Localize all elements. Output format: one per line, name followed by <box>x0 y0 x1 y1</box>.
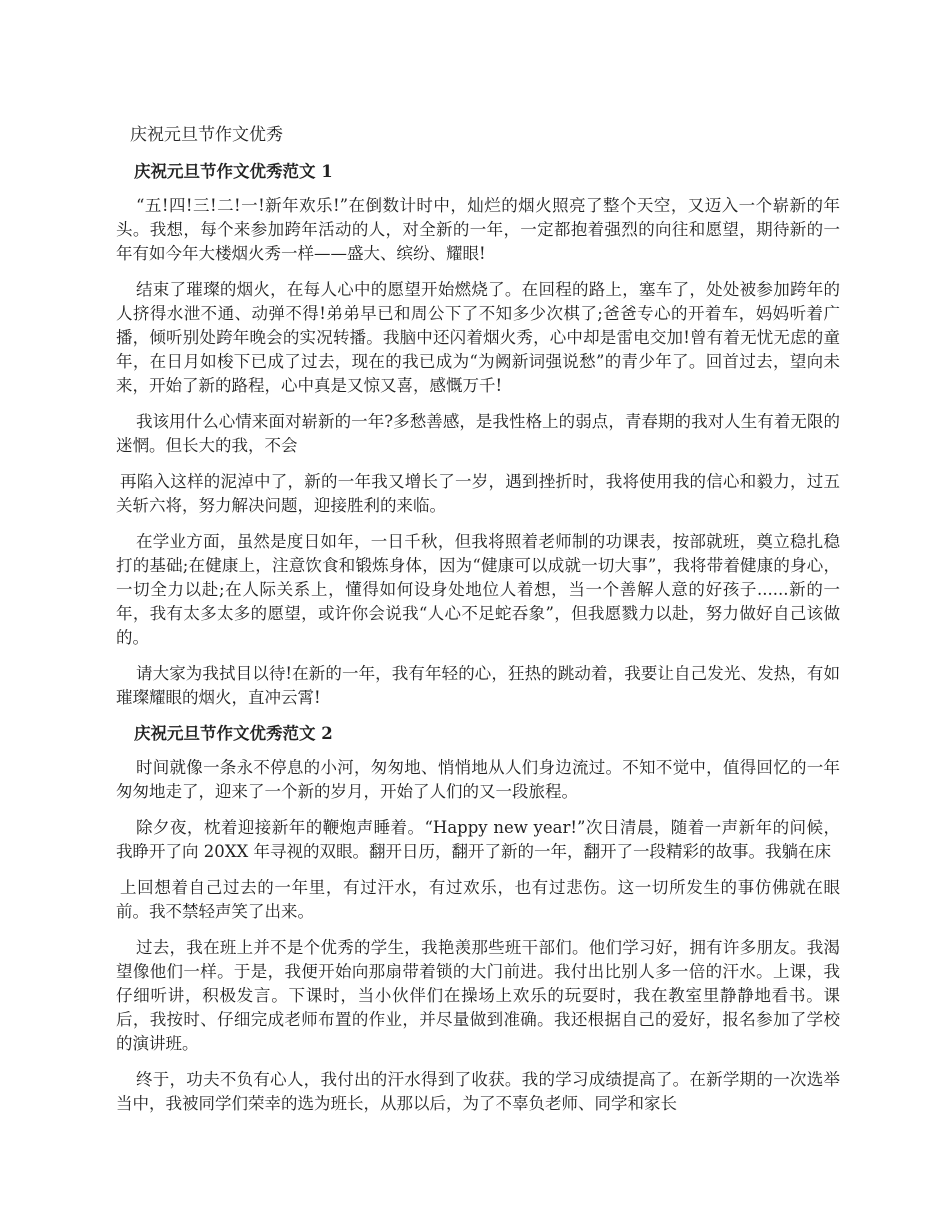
document-title: 庆祝元旦节作文优秀 <box>130 125 283 145</box>
paragraph: 终于，功夫不负有心人，我付出的汗水得到了收获。我的学习成绩提高了。在新学期的一次选举当中，我被同学们荣幸的选为班长，从那以后，为了不辜负老师、同学和家长 <box>116 1070 840 1113</box>
paragraph: 过去，我在班上并不是个优秀的学生，我艳羡那些班干部们。他们学习好，拥有许多朋友。我渴望像他们一样。于是，我便开始向那扇带着锁的大门前进。我付出比别人多一倍的汗水。上课，我仔细听讲，积极发言。下课时，当小伙伴们在操场上欢乐的玩耍时，我在教室里静静地看书。课后，我按时、仔细完成老师布置的作业，并尽量做到准确。我还根据自己的爱好，报名参加了学校的演讲班。 <box>116 938 840 1053</box>
paragraph: 上回想着自己过去的一年里，有过汗水，有过欢乐，也有过悲伤。这一切所发生的事仿佛就在眼前。我不禁轻声笑了出来。 <box>116 878 840 921</box>
paragraph: 我该用什么心情来面对崭新的一年?多愁善感，是我性格上的弱点，青春期的我对人生有着无限的迷惘。但长大的我，不会 <box>116 412 840 455</box>
section-heading: 庆祝元旦节作文优秀范文 2 <box>134 724 333 743</box>
paragraph: 请大家为我拭目以待!在新的一年，我有年轻的心，狂热的跳动着，我要让自己发光、发热，有如璀璨耀眼的烟火，直冲云霄! <box>116 664 840 707</box>
paragraph: 再陷入这样的泥淖中了，新的一年我又增长了一岁，遇到挫折时，我将使用我的信心和毅力，过五关斩六将，努力解决问题，迎接胜利的来临。 <box>116 472 840 515</box>
paragraph: 时间就像一条永不停息的小河，匆匆地、悄悄地从人们身边流过。不知不觉中，值得回忆的一年匆匆地走了，迎来了一个新的岁月，开始了人们的又一段旅程。 <box>116 758 840 801</box>
paragraph: 在学业方面，虽然是度日如年，一日千秋，但我将照着老师制的功课表，按部就班，奠立稳扎稳打的基础;在健康上，注意饮食和锻炼身体，因为“健康可以成就一切大事”，我将带着健康的身心，一切全力以赴;在人际关系上，懂得如何设身处地位人着想，当一个善解人意的好孩子......新的一年，我有太多太多的愿望，或许你会说我“人心不足蛇吞象”，但我愿戮力以赴，努力做好自己该做的。 <box>116 532 840 647</box>
paragraph: 结束了璀璨的烟火，在每人心中的愿望开始燃烧了。在回程的路上，塞车了，处处被参加跨年的人挤得水泄不通、动弹不得!弟弟早已和周公下了不知多少次棋了;爸爸专心的开着车，妈妈听着广播，倾听别处跨年晚会的实况转播。我脑中还闪着烟火秀，心中却是雷电交加!曾有着无忧无虑的童年，在日月如梭下已成了过去，现在的我已成为“为阙新词强说愁”的青少年了。回首过去，望向未来，开始了新的路程，心中真是又惊又喜，感慨万千! <box>116 280 840 395</box>
section-heading: 庆祝元旦节作文优秀范文 1 <box>134 162 333 181</box>
document-page <box>116 122 840 1128</box>
paragraph: 除夕夜，枕着迎接新年的鞭炮声睡着。“Happy new year!”次日清晨，随着一声新年的问候，我睁开了向 20XX 年寻视的双眼。翻开日历，翻开了新的一年，翻开了一段精彩的故事。我躺在床 <box>116 818 840 861</box>
paragraph: “五!四!三!二!一!新年欢乐!”在倒数计时中，灿烂的烟火照亮了整个天空，又迈入一个崭新的年头。我想，每个来参加跨年活动的人，对全新的一年，一定都抱着强烈的向往和愿望，期待新的一年有如今年大楼烟火秀一样——盛大、缤纷、耀眼! <box>116 196 840 263</box>
